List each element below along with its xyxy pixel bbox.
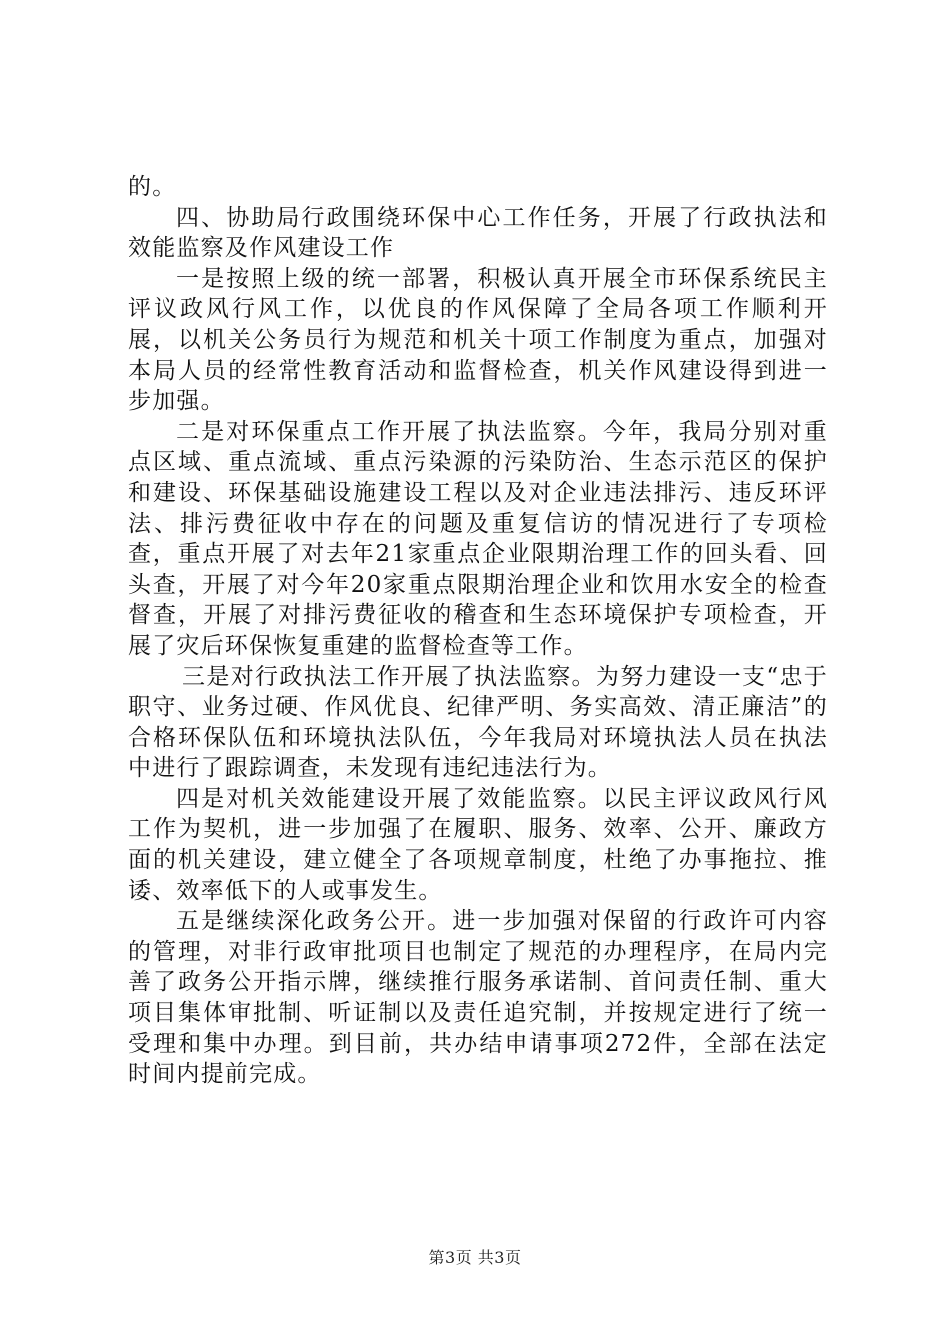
page-footer (0, 1245, 950, 1268)
paragraph-item-3: 三是对行政执法工作开展了执法监察。为努力建设一支“忠于职守、业务过硬、作风优良、纪律严明、务实高效、清正廉洁”的合格环保队伍和环境执法队伍，今年我局对环境执法人员在执法中进行了跟踪调查，未发现有违纪违法行为。 (128, 663, 828, 782)
paragraph-item-4: 四是对机关效能建设开展了效能监察。以民主评议政风行风工作为契机，进一步加强了在履职、服务、效率、公开、廉政方面的机关建设，建立健全了各项规章制度，杜绝了办事拖拉、推诿、效率低下的人或事发生。 (128, 785, 828, 904)
paragraph-item-2: 二是对环保重点工作开展了执法监察。今年，我局分别对重点区域、重点流域、重点污染源的污染防治、生态示范区的保护和建设、环保基础设施建设工程以及对企业违法排污、违反环评法、排污费征收中存在的问题及重复信访的情况进行了专项检查，重点开展了对去年21家重点企业限期治理工作的回头看、回头查，开展了对今年20家重点限期治理企业和饮用水安全的检查督查，开展了对排污费征收的稽查和生态环境保护专项检查，开展了灾后环保恢复重建的监督检查等工作。 (128, 418, 828, 659)
document-body (128, 172, 828, 1090)
paragraph-continuation: 的。 (128, 174, 177, 200)
paragraph-item-5: 五是继续深化政务公开。进一步加强对保留的行政许可内容的管理，对非行政审批项目也制定了规范的办理程序，在局内完善了政务公开指示牌，继续推行服务承诺制、首问责任制、重大项目集体审批制、听证制以及责任追究制，并按规定进行了统一受理和集中办理。到目前，共办结申请事项272件，全部在法定时间内提前完成。 (128, 908, 828, 1088)
page-number-label: 第3页 共3页 (428, 1248, 522, 1267)
section-heading: 四、协助局行政围绕环保中心工作任务，开展了行政执法和效能监察及作风建设工作 (128, 204, 828, 262)
paragraph-item-1: 一是按照上级的统一部署，积极认真开展全市环保系统民主评议政风行风工作，以优良的作风保障了全局各项工作顺利开展，以机关公务员行为规范和机关十项工作制度为重点，加强对本局人员的经常性教育活动和监督检查，机关作风建设得到进一步加强。 (128, 265, 828, 415)
